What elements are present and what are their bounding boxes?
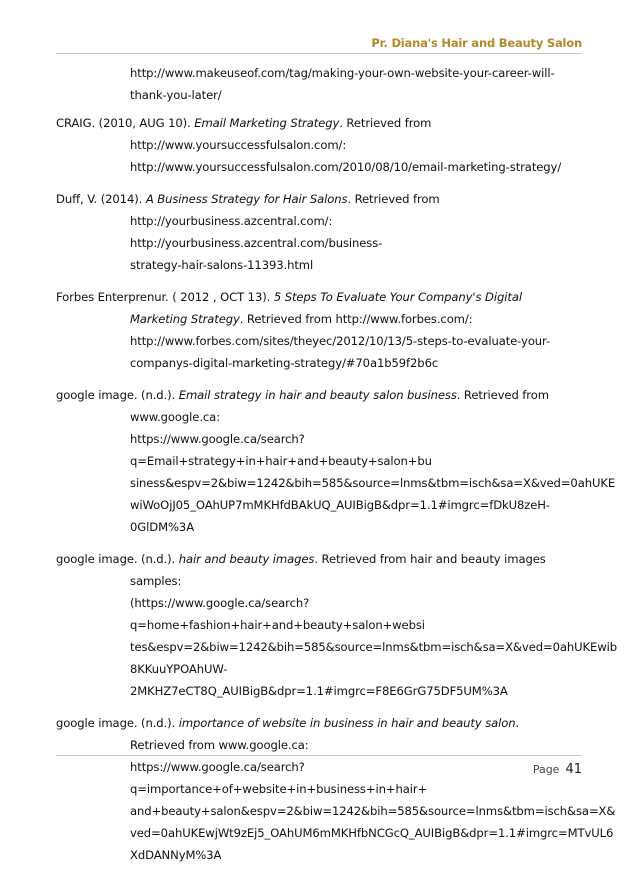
reference-title: Email Marketing Strategy <box>194 116 340 130</box>
reference-entry <box>56 286 582 374</box>
reference-title: hair and beauty images <box>178 552 315 566</box>
reference-author: google image. (n.d.). <box>56 716 179 730</box>
reference-line: and+beauty+salon&espv=2&biw=1242&bih=585&source=lnms&tbm=isch&sa=X& <box>130 804 616 818</box>
reference-line: thank-you-later/ <box>130 88 222 102</box>
reference-title: A Business Strategy for Hair Salons <box>145 192 348 206</box>
reference-line: https://www.google.ca/search?q=Email+strategy+in+hair+and+beauty+salon+bu <box>130 432 432 468</box>
footer-divider <box>56 755 582 756</box>
reference-line: (https://www.google.ca/search?q=home+fashion+hair+and+beauty+salon+websi <box>130 596 425 632</box>
reference-entry <box>56 112 582 178</box>
reference-line: https://www.google.ca/search?q=importance+of+website+in+business+in+hair+ <box>130 760 428 796</box>
reference-source: . Retrieved from <box>347 192 440 206</box>
running-header: Pr. Diana's Hair and Beauty Salon <box>371 36 582 50</box>
reference-entry <box>56 62 582 106</box>
reference-line: www.google.ca: <box>130 410 220 424</box>
reference-author: CRAIG. (2010, AUG 10). <box>56 116 195 130</box>
reference-entry <box>56 384 616 538</box>
reference-line: 8KKuuYPOAhUW-2MKHZ7eCT8Q_AUIBigB&dpr=1.1#imgrc=F8E6GrG75DF5UM%3A <box>130 662 508 698</box>
reference-line: 0GlDM%3A <box>130 520 195 534</box>
reference-entry <box>56 188 582 276</box>
reference-line: http://www.makeuseof.com/tag/making-your-own-website-your-career-will- <box>130 66 555 80</box>
reference-source: . Retrieved from hair and beauty images <box>314 552 546 566</box>
reference-list <box>56 62 618 876</box>
reference-line: wiWoOjJ05_OAhUP7mMKHfdBAkUQ_AUIBigB&dpr=1.1#imgrc=fDkU8zeH- <box>130 498 551 512</box>
reference-line: http://yourbusiness.azcentral.com/: http://yourbusiness.azcentral.com/business- <box>130 214 383 250</box>
reference-entry <box>56 548 618 702</box>
reference-author: google image. (n.d.). <box>56 552 179 566</box>
reference-line: samples: <box>130 574 182 588</box>
reference-line: Retrieved from www.google.ca: <box>130 738 309 752</box>
reference-line <box>93 308 582 330</box>
page-footer <box>533 762 582 777</box>
reference-line: http://www.yoursuccessfulsalon.com/: <box>130 138 347 152</box>
reference-author: Forbes Enterprenur. ( 2012 , OCT 13). <box>56 290 274 304</box>
reference-title: Email strategy in hair and beauty salon business <box>178 388 457 402</box>
reference-author: google image. (n.d.). <box>56 388 179 402</box>
page-number: 41 <box>565 762 582 777</box>
reference-line: http://www.yoursuccessfulsalon.com/2010/08/10/email-marketing-strategy/ <box>130 160 562 174</box>
page-label: Page <box>532 763 560 776</box>
reference-line: XdDANNyM%3A <box>130 848 222 862</box>
header-divider <box>56 53 582 54</box>
reference-title-continued: Marketing Strategy <box>130 312 240 326</box>
reference-source: . Retrieved from <box>456 388 549 402</box>
reference-line: siness&espv=2&biw=1242&bih=585&source=lnms&tbm=isch&sa=X&ved=0ahUKE <box>130 476 616 490</box>
reference-line: tes&espv=2&biw=1242&bih=585&source=lnms&tbm=isch&sa=X&ved=0ahUKEwib <box>130 640 618 654</box>
reference-author: Duff, V. (2014). <box>56 192 146 206</box>
reference-line: strategy-hair-salons-11393.html <box>130 258 314 272</box>
reference-line: ved=0ahUKEwjWt9zEj5_OAhUM6mMKHfbNCGcQ_AUIBigB&dpr=1.1#imgrc=MTvUL6 <box>130 826 614 840</box>
reference-source: . Retrieved from http://www.forbes.com/: <box>239 312 473 326</box>
reference-line: http://www.forbes.com/sites/theyec/2012/10/13/5-steps-to-evaluate-your- <box>130 334 551 348</box>
reference-title: 5 Steps To Evaluate Your Company's Digital <box>273 290 522 304</box>
reference-line: companys-digital-marketing-strategy/#70a1b59f2b6c <box>130 356 439 370</box>
reference-source: . Retrieved from <box>339 116 432 130</box>
reference-title: importance of website in business in hair and beauty salon <box>178 716 516 730</box>
reference-source: . <box>515 716 520 730</box>
reference-entry <box>56 712 616 866</box>
